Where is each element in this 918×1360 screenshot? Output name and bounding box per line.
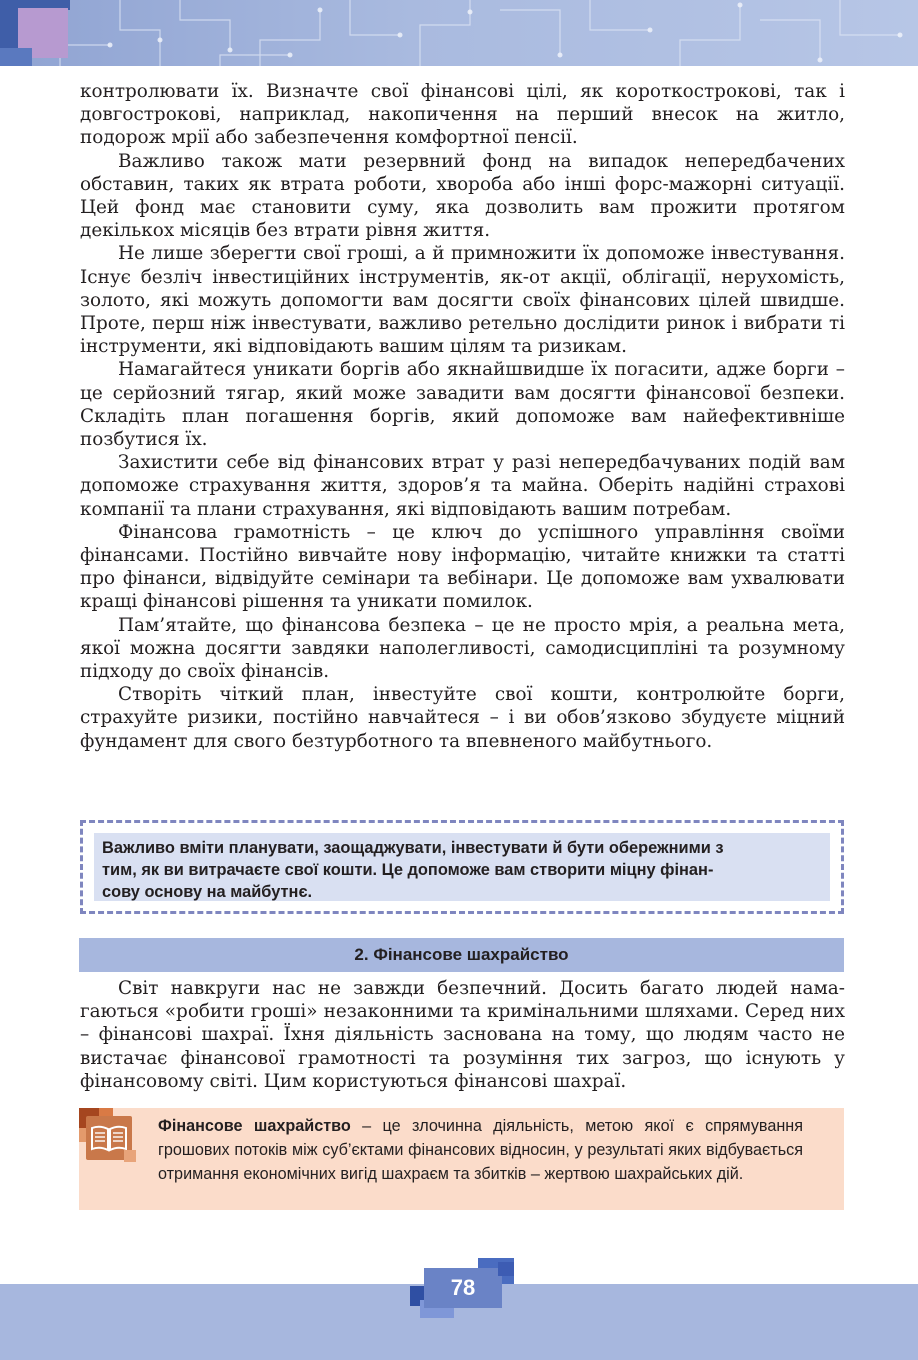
paragraph: Намагайтеся уникати боргів або якнайшвидше їх погасити, адже борги – це серйозний тягар, який може завадити вам досягти фінансової безпеки. Складіть план погашення боргів, який допоможе вам найефективніше позбутися їх. <box>80 359 845 451</box>
paragraph: Фінансова грамотність – це ключ до успішного управління своїми фінансами. Постійно вивчайте нову інформацію, читайте книжки та статті про фінанси, відвідуйте семінари та вебінари. Це допоможе вам ухвалювати кращі фінансові рішення та уникати помилок. <box>80 521 845 613</box>
key-point-text <box>94 833 830 901</box>
definition-text <box>158 1114 803 1186</box>
paragraph: Захистити себе від фінансових втрат у разі непередбачуваних подій вам допоможе страхування життя, здоров’я та майна. Оберіть надійні страхові компанії та плани страхування, які відповідають вашим потребам. <box>80 452 845 520</box>
section-heading: 2. Фінансове шахрайство <box>79 938 844 972</box>
section-paragraph-wrap <box>80 977 845 1093</box>
paragraph: Пам’ятайте, що фінансова безпека – це не просто мрія, а реальна мета, якої можна досягти завдяки наполегливості, самодисципліні та розумному підходу до своїх фінансів. <box>80 614 845 683</box>
page-header-banner <box>0 0 918 66</box>
paragraph: Важливо також мати резервний фонд на випадок непередбачених обставин, таких як втрата роботи, хвороба або інші форс-мажорні ситуації. Цей фонд має становити суму, яка дозволить вам прожити протягом декількох місяців без втрати рівня життя. <box>80 150 845 242</box>
paragraph: Світ навкруги нас не завжди безпечний. Досить багато людей намагаються «робити гроші» незаконними та кримінальними шляхами. Серед них – фінансові шахраї. Їхня діяльність заснована на тому, що людям часто не вистачає фінансової грамотності та розуміння тих загроз, що існують у фінансовому світі. Цим користуються фінансові шахраї. <box>80 978 845 1092</box>
key-point-line: сову основу на майбутнє. <box>102 883 313 901</box>
circuit-pattern-decoration <box>0 0 918 66</box>
paragraph: Створіть чіткий план, інвестуйте свої кошти, контролюйте борги, страхуйте ризики, постійно навчайтеся – і ви обов’язково збудуєте міцний фундамент для свого безтурботного та впевненого майбутнього. <box>80 684 845 752</box>
key-point-line: тим, як ви витрачаєте свої кошти. Це допоможе вам створити міцну фінан- <box>102 861 714 879</box>
definition-line: та збитків – жертвою шахрайських дій. <box>453 1165 744 1183</box>
main-text <box>80 80 845 753</box>
section-text <box>80 977 845 1093</box>
definition-accent-square <box>124 1150 136 1162</box>
header-corner-square <box>0 48 32 66</box>
paragraph: Не лише зберегти свої гроші, а й примножити їх допоможе інвестування. Існує безліч інвестиційних інструментів, як-от акції, облігації, нерухомість, золото, які можуть допомогти вам досягти своїх фінансових цілей швидше. Проте, перш ніж інвестувати, важливо ретельно дослідити ринок і вибрати ті інструменти, які відповідають вашим цілям та ризикам. <box>80 243 845 358</box>
key-point-box <box>80 820 844 914</box>
definition-line: спрямування грошових потоків між суб’єктами фінансових відносин, <box>158 1117 803 1159</box>
definition-line: – це злочинна діяльність, метою якої є <box>350 1117 694 1135</box>
paragraph: контролювати їх. Визначте свої фінансові цілі, як короткострокові, так і довгострокові, наприклад, накопичення на перший внесок на житло, подорож мрії або забезпечення комфортної пенсії. <box>80 81 845 149</box>
definition-line: у результаті яких відбувається отримання економічних вигід шахраєм <box>158 1141 804 1183</box>
definition-term: Фінансове шахрайство <box>158 1117 351 1135</box>
page-number: 78 <box>450 1275 476 1300</box>
key-point-line: Важливо вміти планувати, заощаджувати, інвестувати й бути обережними з <box>102 839 724 857</box>
